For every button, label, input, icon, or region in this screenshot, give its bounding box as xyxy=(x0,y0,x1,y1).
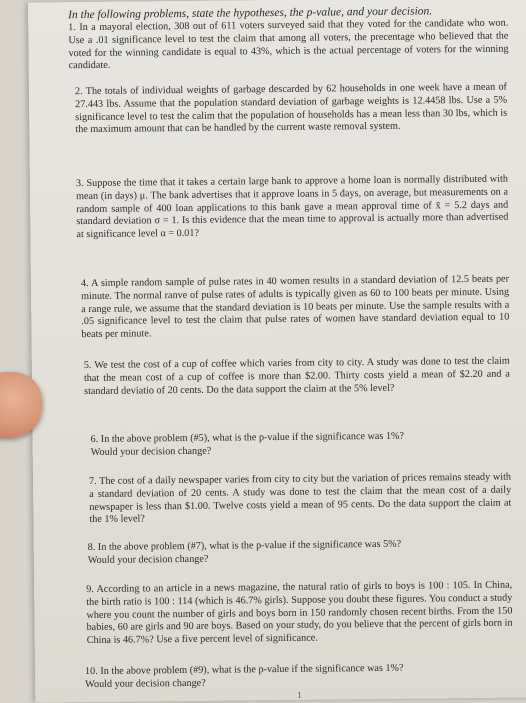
instructions-heading: In the following problems, state the hypotheses, the p-value, and your decision. xyxy=(68,5,433,22)
problem-text: The totals of individual weights of garbage descarded by 62 households in one week have a mean of 27.443 lbs. Assume that the population standard deviation of garbage weights is 12.4458 lbs. Use a 5% significance level to test the calim that the population of households has a mean less than 30 lbs, which is the maximum amount that can be handled by the current waste removal system. xyxy=(75,81,508,136)
problem-number: 9. xyxy=(86,583,94,596)
problem-text: The cost of a daily newspaper varies from city to city but the variation of prices remains steady with a standard deviation of 20 cents. A study was done to test the claim that the mean cost of a daily newspaper is less than $1.00. Twelve costs yield a mean of 95 cents. Do the data support the claim at the 1% level? xyxy=(89,471,512,526)
problem-number: 8. xyxy=(87,541,96,554)
problem-7 xyxy=(89,472,512,528)
problem-6 xyxy=(91,430,511,460)
problem-text: Suppose the time that it takes a certain large bank to approve a home loan is normally distributed with mean (in days) μ. The bank advertises that it approve loans in 5 days, on average, but measurements on a random sample of 400 loan applications to this bank gave a mean approval time of x̄ = 5.2 days and standard deviation σ = 1. Is this evidence that the mean time to approval is actually more than advertised at significance level α = 0.01? xyxy=(75,173,509,241)
problem-2 xyxy=(75,82,508,138)
worksheet-page xyxy=(28,0,526,703)
problem-followup: Would your decision change? xyxy=(90,445,212,458)
problem-number: 5. xyxy=(83,359,92,372)
problem-followup: Would your decision change? xyxy=(85,677,206,690)
problem-followup: Would your decision change? xyxy=(87,553,209,566)
problem-text: A simple random sample of pulse rates in 40 women results in a standard deviation of 12.5 beats per minute. The normal ranve of pulse rates of adults is typically given as 60 to 100 beats per minute. Using a range rule, we assume that the standard deviation is 10 beats per minute. Use the sample results with a .05 significance level to test the claim that pulse rates of women have standard deviation equal to 10 beats per minute. xyxy=(81,273,510,341)
problem-text: In the above problem (#5), what is the p-value if the significance was 1%? xyxy=(100,430,405,445)
problem-5 xyxy=(84,356,510,399)
problem-number: 6. xyxy=(90,433,99,445)
problem-4 xyxy=(81,274,510,342)
problem-10 xyxy=(85,662,513,692)
problem-text: In a mayoral election, 308 out of 611 voters surveyed said that they voted for the candidate who won. Use a .01 significance level to test the claim that among all voters, the precentage who believed that the voted for the winning candidate is equal to 43%, which is the actual percentage of voters for the winning candidate. xyxy=(68,17,509,72)
problem-number: 3. xyxy=(75,178,84,190)
problem-number: 1. xyxy=(68,22,76,34)
problem-number: 7. xyxy=(88,475,97,487)
problem-text: According to an article in a news magazine, the natural ratio of girls to boys is 100 : 105. In China, the birth ratio is 100 : 114 (which is 46.7% girls). Suppose you doubt these figures. You conduct a study where you count the number of girls and boys born in 150 randomly chosen recent births. From the 150 babies, 60 are girls and 90 are boys. Based on your study, do you believe that the percent of girls born in China is 46.7%? Use a five percent level of significance. xyxy=(86,579,513,647)
problem-text: In the above problem (#7), what is the p-value if the significance was 5%? xyxy=(97,538,402,553)
problem-number: 4. xyxy=(80,277,89,290)
problem-number: 10. xyxy=(84,665,98,678)
problem-number: 2. xyxy=(74,86,83,98)
problem-8 xyxy=(88,538,512,568)
problem-9 xyxy=(86,580,513,648)
page-number: 1 xyxy=(297,689,302,700)
problem-text: We test the cost of a cup of coffee which varies from city to city. A study was done to test the claim that the mean cost of a cup of coffee is more than $2.00. Thirty costs yield a mean of $2.20 and a standard deviatio of 20 cents. Do the data support the claim at the 5% level? xyxy=(83,355,510,397)
problem-text: In the above problem (#9), what is the p-value if the significance was 1%? xyxy=(100,662,404,677)
problem-1 xyxy=(68,18,509,74)
problem-3 xyxy=(76,174,509,243)
